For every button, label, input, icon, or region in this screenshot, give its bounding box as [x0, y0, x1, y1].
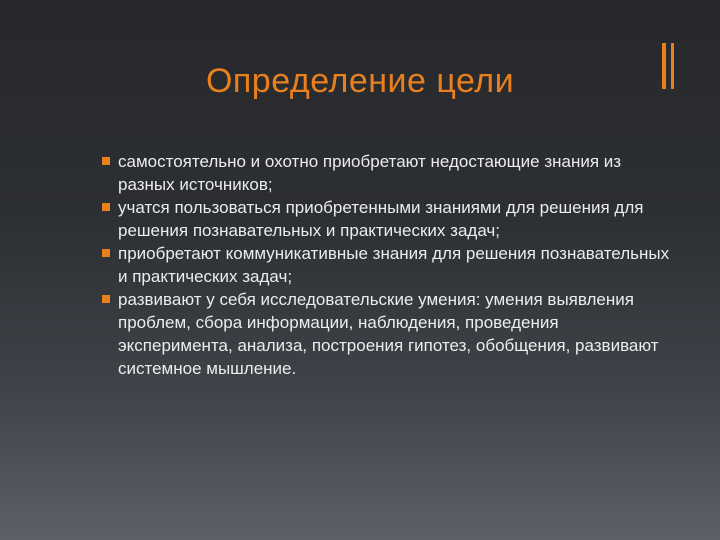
bullet-list: [100, 150, 670, 380]
square-bullet-icon: [102, 295, 110, 303]
bullet-item: [100, 242, 670, 288]
bullet-text: самостоятельно и охотно приобретают недостающие знания из разных источников;: [118, 152, 622, 194]
bullet-text: развивают у себя исследовательские умения: умения выявления проблем, сбора информации, наблюдения, проведения эксперимента, анализа, построения гипотез, обобщения, развивают системное мышление.: [118, 290, 659, 378]
bullet-text: учатся пользоваться приобретенными знаниями для решения для решения познавательных и практических задач;: [118, 198, 644, 240]
bullet-item: [100, 150, 670, 196]
bullet-item: [100, 196, 670, 242]
square-bullet-icon: [102, 203, 110, 211]
slide-title: [0, 62, 720, 101]
bullet-text: приобретают коммуникативные знания для решения познавательных и практических задач;: [118, 244, 670, 286]
slide-title-text: Определение цели: [205, 62, 515, 100]
bullet-item: [100, 288, 670, 380]
square-bullet-icon: [102, 249, 110, 257]
square-bullet-icon: [102, 157, 110, 165]
